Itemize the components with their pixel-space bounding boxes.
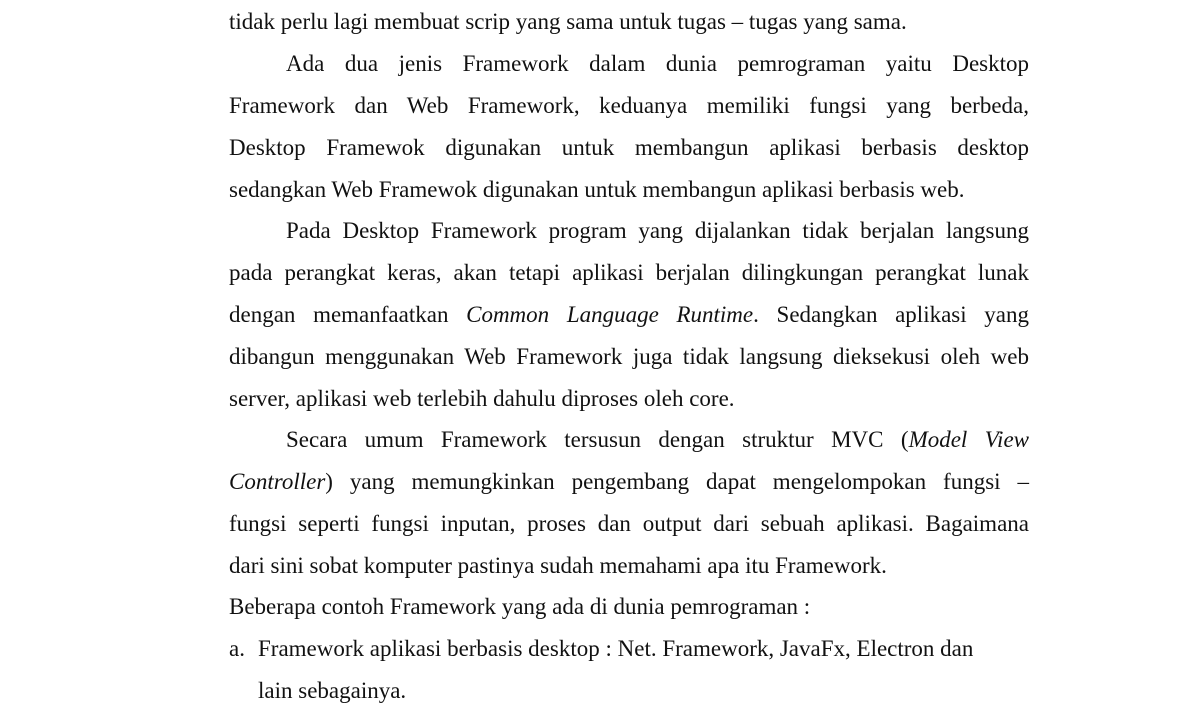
text-segment: ) yang memungkinkan pengembang dapat mengelompokan fungsi – (325, 469, 1029, 494)
text-line: server, aplikasi web terlebih dahulu diproses oleh core. (229, 386, 735, 411)
text-segment: Secara umum Framework tersusun dengan struktur MVC ( (286, 427, 909, 452)
text-line: fungsi seperti fungsi inputan, proses dan output dari sebuah aplikasi. Bagaimana (229, 511, 1029, 536)
text-line: tidak perlu lagi membuat scrip yang sama untuk tugas – tugas yang sama. (229, 9, 907, 34)
paragraph-first-line (286, 426, 1029, 453)
text-segment: . Sedangkan aplikasi yang (753, 302, 1029, 327)
text-line: Framework dan Web Framework, keduanya memiliki fungsi yang berbeda, (229, 93, 1029, 118)
text-line: pada perangkat keras, akan tetapi aplikasi berjalan dilingkungan perangkat lunak (229, 260, 1029, 285)
list-intro: Beberapa contoh Framework yang ada di dunia pemrograman : (229, 594, 811, 619)
italic-term: Model View (908, 427, 1029, 452)
text-line: sedangkan Web Framewok digunakan untuk membangun aplikasi berbasis web. (229, 177, 965, 202)
text-line-mixed (229, 468, 1029, 495)
text-line: Desktop Framewok digunakan untuk membangun aplikasi berbasis desktop (229, 135, 1029, 160)
text-segment: dengan memanfaatkan (229, 302, 449, 327)
paragraph-first-line: Pada Desktop Framework program yang dijalankan tidak berjalan langsung (286, 218, 1029, 243)
italic-term: Controller (229, 469, 326, 494)
list-item-text: lain sebagainya. (258, 678, 407, 703)
text-line: dibangun menggunakan Web Framework juga tidak langsung dieksekusi oleh web (229, 344, 1029, 369)
text-line: dari sini sobat komputer pastinya sudah memahami apa itu Framework. (229, 553, 887, 578)
list-item-text: Framework aplikasi berbasis desktop : Net. Framework, JavaFx, Electron dan (258, 636, 974, 661)
list-marker: a. (229, 636, 245, 661)
text-line-mixed (229, 301, 1029, 328)
paragraph-first-line: Ada dua jenis Framework dalam dunia pemrograman yaitu Desktop (286, 51, 1029, 76)
italic-term: Common Language Runtime (466, 302, 754, 327)
